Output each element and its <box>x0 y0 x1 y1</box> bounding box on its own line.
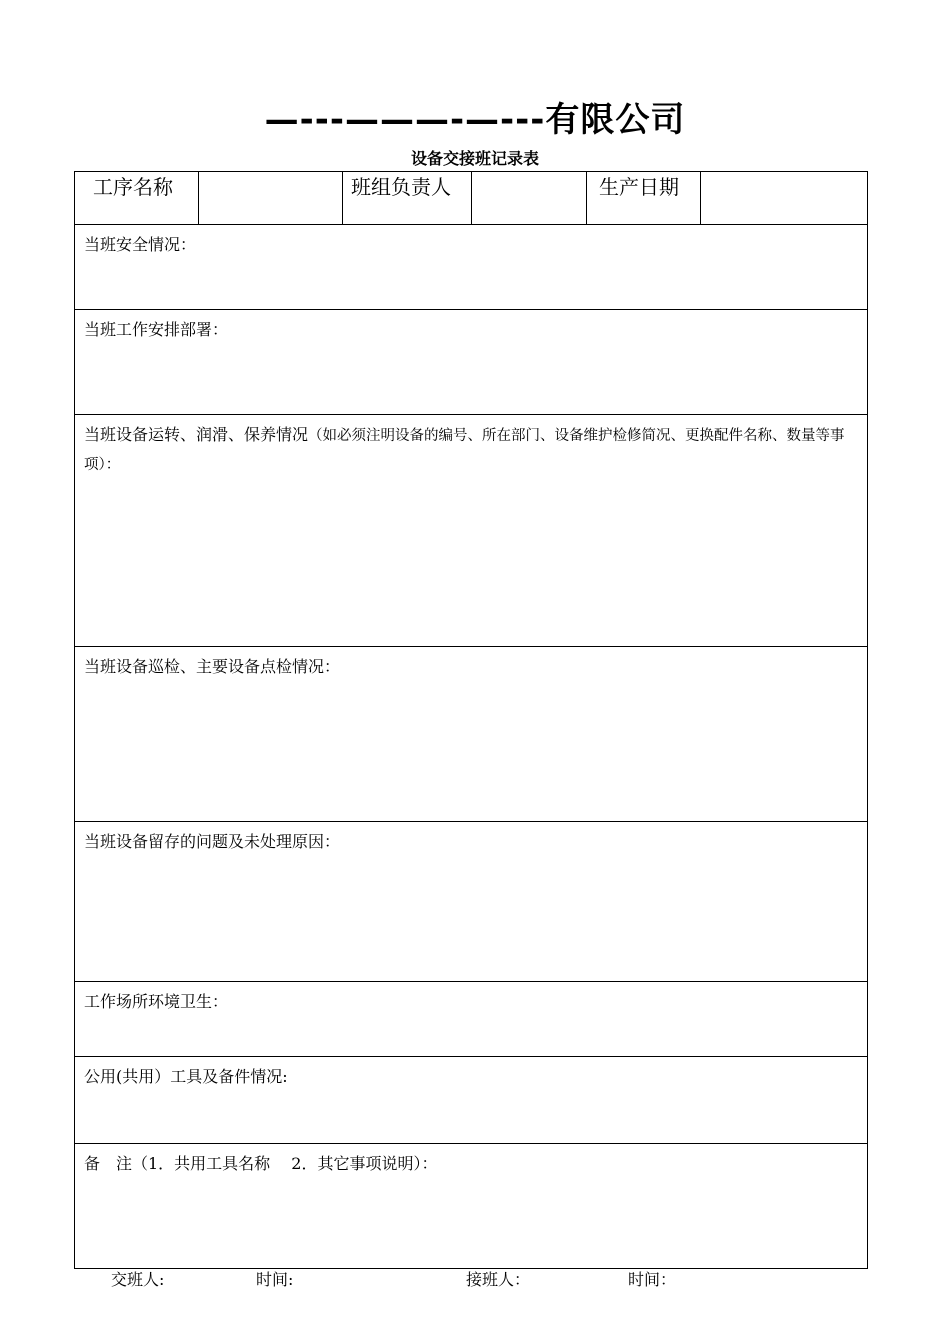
form-title: 设备交接班记录表 <box>410 149 539 168</box>
shared-tools-section[interactable] <box>75 1057 868 1144</box>
safety-section[interactable] <box>75 225 868 310</box>
safety-section-label: 当班安全情况： <box>84 235 197 254</box>
pending-issues-label: 当班设备留存的问题及未处理原因： <box>84 832 341 851</box>
team-leader-label: 班组负责人 <box>343 172 472 225</box>
signature-footer <box>0 1266 950 1294</box>
equipment-operation-label: 当班设备运转、润滑、保养情况 <box>84 425 309 444</box>
pending-issues-section[interactable] <box>75 822 868 982</box>
receiver-time-label: 时间： <box>628 1270 677 1289</box>
inspection-label: 当班设备巡检、主要设备点检情况： <box>84 657 341 676</box>
section-row-arrangement <box>75 310 868 415</box>
inspection-section[interactable] <box>75 647 868 822</box>
equipment-operation-note: （如必须注明设备的编号、所在部门、设备维护检修简况、更换配件名称、数量等事项）： <box>84 428 845 473</box>
production-date-label: 生产日期 <box>587 172 701 225</box>
section-row-safety <box>75 225 868 310</box>
work-arrangement-label: 当班工作安排部署： <box>84 320 229 339</box>
production-date-field[interactable] <box>701 172 868 225</box>
shared-tools-label: 公用(共用）工具及备件情况: <box>84 1067 288 1086</box>
section-row-tools <box>75 1057 868 1144</box>
info-row <box>75 172 868 225</box>
work-arrangement-section[interactable] <box>75 310 868 415</box>
section-row-operation <box>75 415 868 647</box>
equipment-operation-section[interactable] <box>75 415 868 647</box>
section-row-issues <box>75 822 868 982</box>
process-name-field[interactable] <box>199 172 343 225</box>
workplace-hygiene-label: 工作场所环境卫生： <box>84 992 229 1011</box>
company-title: —---———-—---有限公司 <box>264 100 686 140</box>
handover-time-label: 时间: <box>256 1270 294 1289</box>
section-row-hygiene <box>75 982 868 1057</box>
process-name-label: 工序名称 <box>75 172 199 225</box>
remarks-section[interactable] <box>75 1144 868 1269</box>
workplace-hygiene-section[interactable] <box>75 982 868 1057</box>
handover-form-table <box>74 171 868 1269</box>
receiver-person-label: 接班人： <box>466 1270 531 1289</box>
section-row-inspection <box>75 647 868 822</box>
section-row-remarks <box>75 1144 868 1269</box>
team-leader-field[interactable] <box>472 172 587 225</box>
handover-person-label: 交班人: <box>111 1270 165 1289</box>
remarks-label: 备 注（1．共用工具名称 2．其它事项说明）： <box>84 1154 438 1173</box>
